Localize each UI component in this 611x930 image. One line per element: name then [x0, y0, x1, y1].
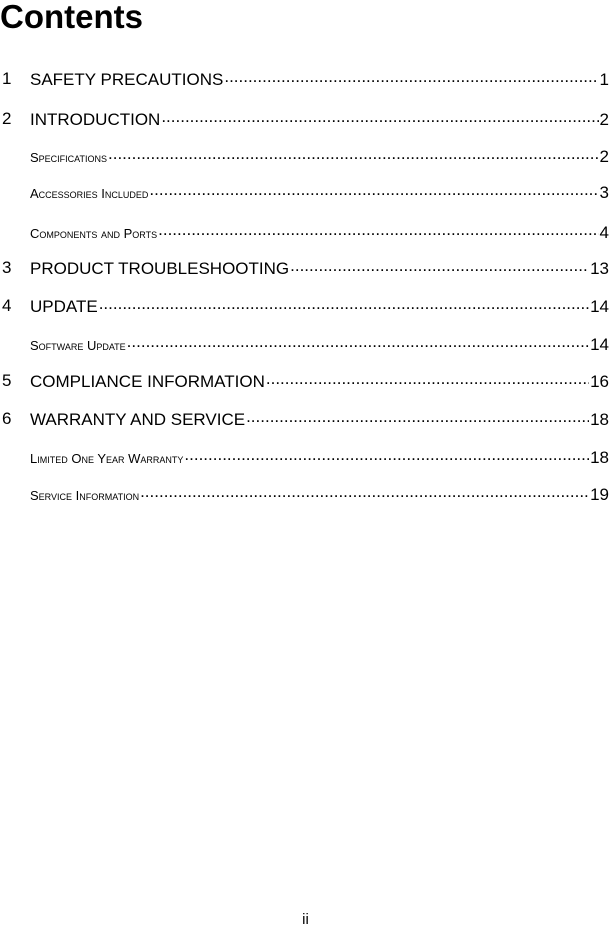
toc-entry-number: 3 [2, 258, 12, 277]
toc-entry-page: 14 [590, 335, 609, 354]
toc-entry-page: 18 [590, 448, 609, 467]
toc-entry-page: 1 [599, 70, 609, 89]
toc-entry[interactable] [0, 258, 611, 282]
toc-leader-dots [184, 447, 589, 463]
toc-entry-label: INTRODUCTION [30, 110, 161, 129]
toc-entry-label: UPDATE [30, 297, 98, 316]
toc-entry[interactable] [0, 334, 611, 358]
toc-entry-number: 1 [2, 69, 12, 88]
toc-leader-dots [99, 296, 589, 312]
toc-entry-page: 2 [599, 147, 609, 166]
toc-leader-dots [149, 182, 598, 198]
toc-entry[interactable] [0, 182, 611, 206]
toc-leader-dots [161, 109, 598, 125]
toc-entry-label: Limited One Year Warranty [30, 451, 184, 466]
toc-entry-label: COMPLIANCE INFORMATION [30, 372, 265, 391]
toc-entry[interactable] [0, 69, 611, 93]
toc-entry[interactable] [0, 146, 611, 170]
toc-entry-label: PRODUCT TROUBLESHOOTING [30, 259, 290, 278]
toc-entry-number: 2 [2, 109, 12, 128]
toc-entry[interactable] [0, 296, 611, 320]
toc-leader-dots [246, 409, 589, 425]
toc-entry-number: 4 [2, 296, 12, 315]
toc-leader-dots [290, 258, 589, 274]
toc-entry[interactable] [0, 409, 611, 433]
toc-leader-dots [108, 146, 599, 162]
toc-entry[interactable] [0, 371, 611, 395]
toc-entry-page: 14 [590, 297, 609, 316]
toc-entry[interactable] [0, 447, 611, 471]
toc-entry-label: Service Information [30, 488, 140, 503]
toc-entry-page: 13 [590, 259, 609, 278]
toc-entry-page: 3 [599, 183, 609, 202]
toc-leader-dots [140, 484, 589, 500]
toc-leader-dots [127, 334, 589, 350]
toc-entry-page: 4 [599, 223, 609, 242]
toc-entry[interactable] [0, 484, 611, 508]
toc-leader-dots [224, 69, 598, 85]
toc-entry[interactable] [0, 109, 611, 133]
toc-entry-page: 16 [590, 372, 609, 391]
toc-entry-label: Specifications [30, 150, 108, 165]
toc-entry-label: Accessories Included [30, 186, 149, 201]
toc-entry[interactable] [0, 222, 611, 246]
page-number: ii [302, 911, 309, 928]
toc-entry-page: 2 [599, 110, 609, 129]
toc-leader-dots [266, 371, 589, 387]
toc-entry-number: 5 [2, 371, 12, 390]
toc-entry-label: WARRANTY AND SERVICE [30, 410, 246, 429]
toc-entry-page: 19 [590, 485, 609, 504]
toc-entry-label: SAFETY PRECAUTIONS [30, 70, 224, 89]
toc-entry-label: Components and Ports [30, 226, 158, 241]
toc-entry-page: 18 [590, 410, 609, 429]
toc-entry-number: 6 [2, 409, 12, 428]
toc-leader-dots [158, 222, 598, 238]
toc-entry-label: Software Update [30, 338, 126, 353]
contents-heading: Contents [0, 0, 143, 35]
